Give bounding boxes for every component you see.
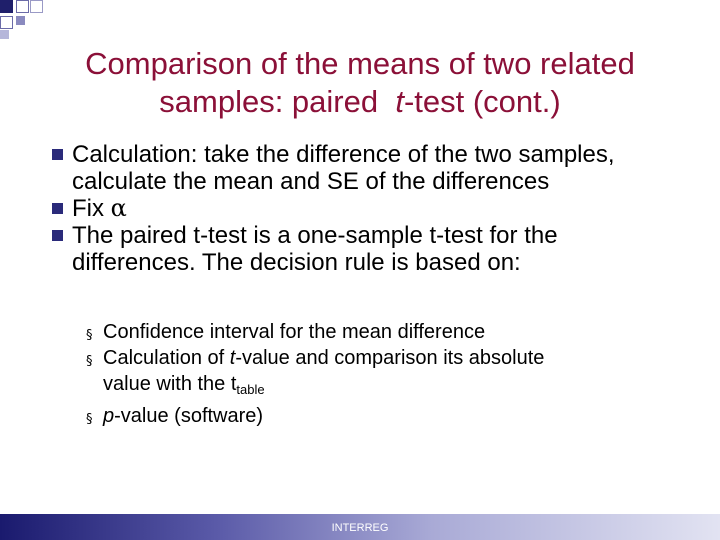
sub-bullet-line-2 (103, 371, 666, 403)
bullet-item (52, 195, 672, 222)
alpha-symbol: α (110, 194, 127, 222)
title-italic-t: t (395, 84, 404, 119)
sub-bullet-list (86, 319, 666, 429)
section-bullet-icon: § (86, 412, 93, 427)
section-bullet-icon: § (86, 328, 93, 343)
section-bullet-icon: § (86, 354, 93, 369)
title-line-2-suffix: -test (cont.) (403, 84, 561, 119)
sub-bullet-text: value with the t (103, 373, 237, 395)
sub-bullet-text: -value and comparison its absolute (235, 347, 545, 369)
italic-p: p (103, 405, 115, 427)
sub-bullet-item (86, 319, 666, 345)
sub-bullet-text: -value (software) (114, 405, 264, 427)
corner-square (0, 16, 13, 29)
italic-t: t (229, 347, 236, 369)
square-bullet-icon (52, 203, 63, 214)
bullet-item (52, 141, 672, 195)
square-bullet-icon (52, 230, 63, 241)
subscript-table: table (236, 382, 265, 397)
bullet-list (52, 141, 672, 276)
bullet-item (52, 222, 672, 276)
title-line-2-prefix: samples: paired (159, 84, 396, 119)
corner-square (16, 0, 29, 13)
bullet-text: Fix (72, 195, 111, 222)
sub-bullet-text: Calculation of (103, 347, 230, 369)
square-bullet-icon (52, 149, 63, 160)
sub-bullet-text: Confidence interval for the mean difference (103, 321, 486, 343)
slide-title (30, 45, 690, 121)
corner-square (0, 30, 9, 39)
bullet-text: Calculation: take the difference of the two samples, calculate the mean and SE of the differences (72, 141, 615, 195)
corner-decoration (0, 0, 60, 45)
sub-bullet-item (86, 345, 666, 403)
corner-square (0, 0, 13, 13)
bullet-text: The paired t-test is a one-sample t-test for the differences. The decision rule is based on: (72, 222, 558, 276)
corner-square (16, 16, 25, 25)
sub-bullet-item (86, 403, 666, 429)
title-line-2 (30, 83, 690, 121)
title-line-1: Comparison of the means of two related (85, 46, 635, 81)
footer-label: INTERREG (331, 522, 389, 534)
corner-square (30, 0, 43, 13)
